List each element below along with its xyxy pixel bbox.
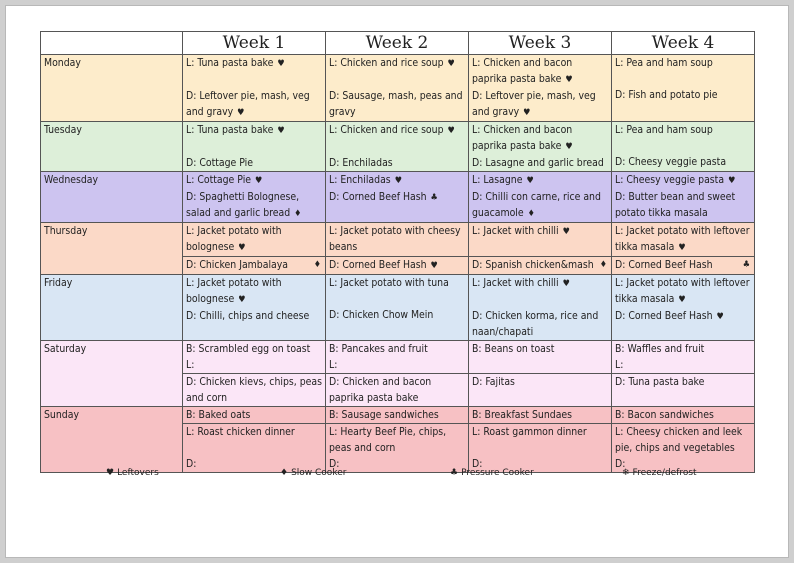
week-4-header: Week 4 (612, 32, 755, 55)
dinner-text: D: Spanish chicken&mash (472, 259, 594, 271)
meal-cell (326, 223, 469, 257)
lunch-text: L: Tuna pasta bake (186, 57, 274, 69)
lunch-text: L: Jacket potato with leftover tikka masala (615, 225, 750, 253)
lunch-text: L: Hearty Beef Pie, chips, peas and corn (329, 426, 447, 454)
meal-cell (469, 257, 612, 275)
meal-cell (612, 172, 755, 223)
leftovers-icon: ♥ (106, 468, 115, 478)
week-2-header: Week 2 (326, 32, 469, 55)
leftovers-icon: ♥ (237, 108, 245, 118)
dinner-text: D: Corned Beef Hash (615, 310, 713, 322)
meal-cell (469, 122, 612, 172)
meal-cell (183, 55, 326, 122)
lunch-text: L: (329, 359, 338, 371)
meal-cell (469, 223, 612, 257)
meal-cell (326, 341, 469, 374)
dinner-text: D: Corned Beef Hash (615, 259, 713, 271)
meal-cell (469, 407, 612, 424)
meal-cell (183, 257, 326, 275)
meal-cell (183, 374, 326, 407)
dinner-text: D: Chilli con carne, rice and guacamole (472, 191, 601, 219)
lunch-text: L: Cheesy chicken and leek pie, chips and vegetables (615, 426, 743, 454)
meal-cell (326, 55, 469, 122)
meal-plan-sheet (6, 6, 788, 557)
day-label-tuesday: Tuesday (41, 122, 183, 172)
friday-row (41, 275, 755, 341)
leftovers-icon: ♥ (716, 312, 724, 322)
meal-cell (612, 122, 755, 172)
day-label-friday: Friday (41, 275, 183, 341)
legend-freeze-label: Freeze/defrost (632, 468, 697, 478)
dinner-text: D: Leftover pie, mash, veg and gravy (186, 90, 310, 118)
dinner-text: D: Chicken korma, rice and naan/chapati (472, 310, 599, 338)
meal-cell (183, 424, 326, 473)
dinner-text: D: Fish and potato pie (615, 89, 718, 101)
dinner-text: D: Chicken Chow Mein (329, 309, 434, 321)
meal-cell (612, 341, 755, 374)
meal-cell (183, 172, 326, 223)
dinner-text: D: Tuna pasta bake (615, 376, 705, 388)
meal-cell (326, 275, 469, 341)
lunch-text: L: Jacket potato with tuna (329, 277, 449, 289)
breakfast-text: B: Baked oats (186, 409, 251, 421)
leftovers-icon: ♥ (562, 279, 570, 289)
header-row (41, 32, 755, 55)
breakfast-text: B: Sausage sandwiches (329, 409, 439, 421)
meal-cell (612, 275, 755, 341)
breakfast-text: B: Breakfast Sundaes (472, 409, 573, 421)
leftovers-icon: ♥ (678, 295, 686, 305)
meal-cell (183, 223, 326, 257)
leftovers-icon: ♥ (678, 243, 686, 253)
saturday-row (41, 341, 755, 374)
wednesday-row (41, 172, 755, 223)
meal-cell (612, 424, 755, 473)
meal-cell (183, 122, 326, 172)
meal-cell (469, 374, 612, 407)
dinner-text: D: Enchiladas (329, 157, 393, 169)
lunch-text: L: (615, 359, 624, 371)
pressure-cooker-icon: ♣ (450, 468, 459, 478)
dinner-text: D: Leftover pie, mash, veg and gravy (472, 90, 596, 118)
lunch-text: L: Enchiladas (329, 174, 391, 186)
lunch-text: L: Cheesy veggie pasta (615, 174, 725, 186)
dinner-text: D: Corned Beef Hash (329, 191, 427, 203)
leftovers-icon: ♥ (277, 126, 285, 136)
slow-cooker-icon: ♦ (294, 209, 302, 219)
lunch-text: L: (186, 359, 195, 371)
leftovers-icon: ♥ (523, 108, 531, 118)
meal-cell (183, 407, 326, 424)
lunch-text: L: Pea and ham soup (615, 124, 713, 136)
dinner-text: D: Butter bean and sweet potato tikka masala (615, 191, 736, 219)
lunch-text: L: Chicken and bacon paprika pasta bake (472, 124, 573, 152)
meal-cell (183, 341, 326, 374)
dinner-text: D: Chicken and bacon paprika pasta bake (329, 376, 432, 404)
day-label-thursday: Thursday (41, 223, 183, 275)
leftovers-icon: ♥ (728, 176, 736, 186)
breakfast-text: B: Waffles and fruit (615, 343, 705, 355)
leftovers-icon: ♥ (394, 176, 402, 186)
leftovers-icon: ♥ (526, 176, 534, 186)
dinner-text: D: Lasagne and garlic bread (472, 157, 604, 169)
leftovers-icon: ♥ (277, 59, 285, 69)
leftovers-icon: ♥ (238, 295, 246, 305)
dinner-text: D: Chicken Jambalaya (186, 259, 289, 271)
meal-cell (612, 55, 755, 122)
dinner-text: D: (329, 458, 340, 470)
legend-leftovers-label: Leftovers (117, 468, 159, 478)
breakfast-text: B: Scrambled egg on toast (186, 343, 311, 355)
meal-plan-table (40, 31, 755, 473)
dinner-text: D: (186, 458, 197, 470)
dinner-text: D: Cottage Pie (186, 157, 254, 169)
meal-cell (469, 172, 612, 223)
breakfast-text: B: Bacon sandwiches (615, 409, 714, 421)
leftovers-icon: ♥ (562, 227, 570, 237)
lunch-text: L: Jacket with chilli (472, 277, 559, 289)
meal-cell (469, 275, 612, 341)
lunch-text: L: Jacket potato with bolognese (186, 225, 282, 253)
dinner-text: D: Spaghetti Bolognese, salad and garlic bread (186, 191, 300, 219)
pressure-cooker-icon: ♣ (742, 260, 750, 270)
meal-cell (612, 374, 755, 407)
snowflake-icon: ❄ (622, 468, 630, 478)
lunch-text: L: Roast gammon dinner (472, 426, 587, 438)
day-label-wednesday: Wednesday (41, 172, 183, 223)
lunch-text: L: Pea and ham soup (615, 57, 713, 69)
corner-cell (41, 32, 183, 55)
legend-leftovers (106, 468, 159, 478)
leftovers-icon: ♥ (255, 176, 263, 186)
lunch-text: L: Roast chicken dinner (186, 426, 295, 438)
lunch-text: L: Chicken and rice soup (329, 124, 444, 136)
meal-cell (469, 341, 612, 374)
lunch-text: L: Jacket potato with cheesy beans (329, 225, 461, 253)
week-1-header: Week 1 (183, 32, 326, 55)
slow-cooker-icon: ♦ (599, 260, 607, 270)
meal-cell (612, 407, 755, 424)
meal-cell (326, 374, 469, 407)
leftovers-icon: ♥ (565, 75, 573, 85)
leftovers-icon: ♥ (430, 261, 438, 271)
dinner-text: D: Sausage, mash, peas and gravy (329, 90, 463, 118)
legend (40, 468, 754, 482)
day-label-sunday: Sunday (41, 407, 183, 473)
tuesday-row (41, 122, 755, 172)
lunch-text: L: Jacket with chilli (472, 225, 559, 237)
dinner-text: D: Cheesy veggie pasta (615, 156, 727, 168)
pressure-cooker-icon: ♣ (430, 193, 438, 203)
breakfast-text: B: Beans on toast (472, 343, 555, 355)
monday-row (41, 55, 755, 122)
lunch-text: L: Jacket potato with leftover tikka masala (615, 277, 750, 305)
meal-cell (326, 424, 469, 473)
lunch-text: L: Jacket potato with bolognese (186, 277, 282, 305)
dinner-text: D: Corned Beef Hash (329, 259, 427, 271)
sunday-row (41, 407, 755, 424)
slow-cooker-icon: ♦ (280, 468, 289, 478)
leftovers-icon: ♥ (447, 59, 455, 69)
meal-cell (326, 172, 469, 223)
leftovers-icon: ♥ (238, 243, 246, 253)
thursday-row (41, 223, 755, 257)
dinner-text: D: (615, 458, 626, 470)
dinner-text: D: Chicken kievs, chips, peas and corn (186, 376, 322, 404)
leftovers-icon: ♥ (447, 126, 455, 136)
dinner-text: D: Chilli, chips and cheese (186, 310, 310, 322)
legend-pressure-cooker (450, 468, 534, 478)
legend-freeze (622, 468, 697, 478)
lunch-text: L: Cottage Pie (186, 174, 252, 186)
lunch-text: L: Tuna pasta bake (186, 124, 274, 136)
meal-cell (612, 257, 755, 275)
lunch-text: L: Lasagne (472, 174, 523, 186)
breakfast-text: B: Pancakes and fruit (329, 343, 428, 355)
leftovers-icon: ♥ (565, 142, 573, 152)
legend-pressure-cooker-label: Pressure Cooker (461, 468, 534, 478)
legend-slow-cooker (280, 468, 346, 478)
day-label-monday: Monday (41, 55, 183, 122)
meal-cell (612, 223, 755, 257)
meal-cell (469, 55, 612, 122)
slow-cooker-icon: ♦ (527, 209, 535, 219)
week-3-header: Week 3 (469, 32, 612, 55)
legend-slow-cooker-label: Slow Cooker (291, 468, 347, 478)
dinner-text: D: (472, 458, 483, 470)
meal-cell (326, 257, 469, 275)
dinner-text: D: Fajitas (472, 376, 515, 388)
meal-cell (183, 275, 326, 341)
day-label-saturday: Saturday (41, 341, 183, 407)
lunch-text: L: Chicken and bacon paprika pasta bake (472, 57, 573, 85)
meal-cell (326, 122, 469, 172)
lunch-text: L: Chicken and rice soup (329, 57, 444, 69)
meal-cell (326, 407, 469, 424)
slow-cooker-icon: ♦ (313, 260, 321, 270)
meal-cell (469, 424, 612, 473)
